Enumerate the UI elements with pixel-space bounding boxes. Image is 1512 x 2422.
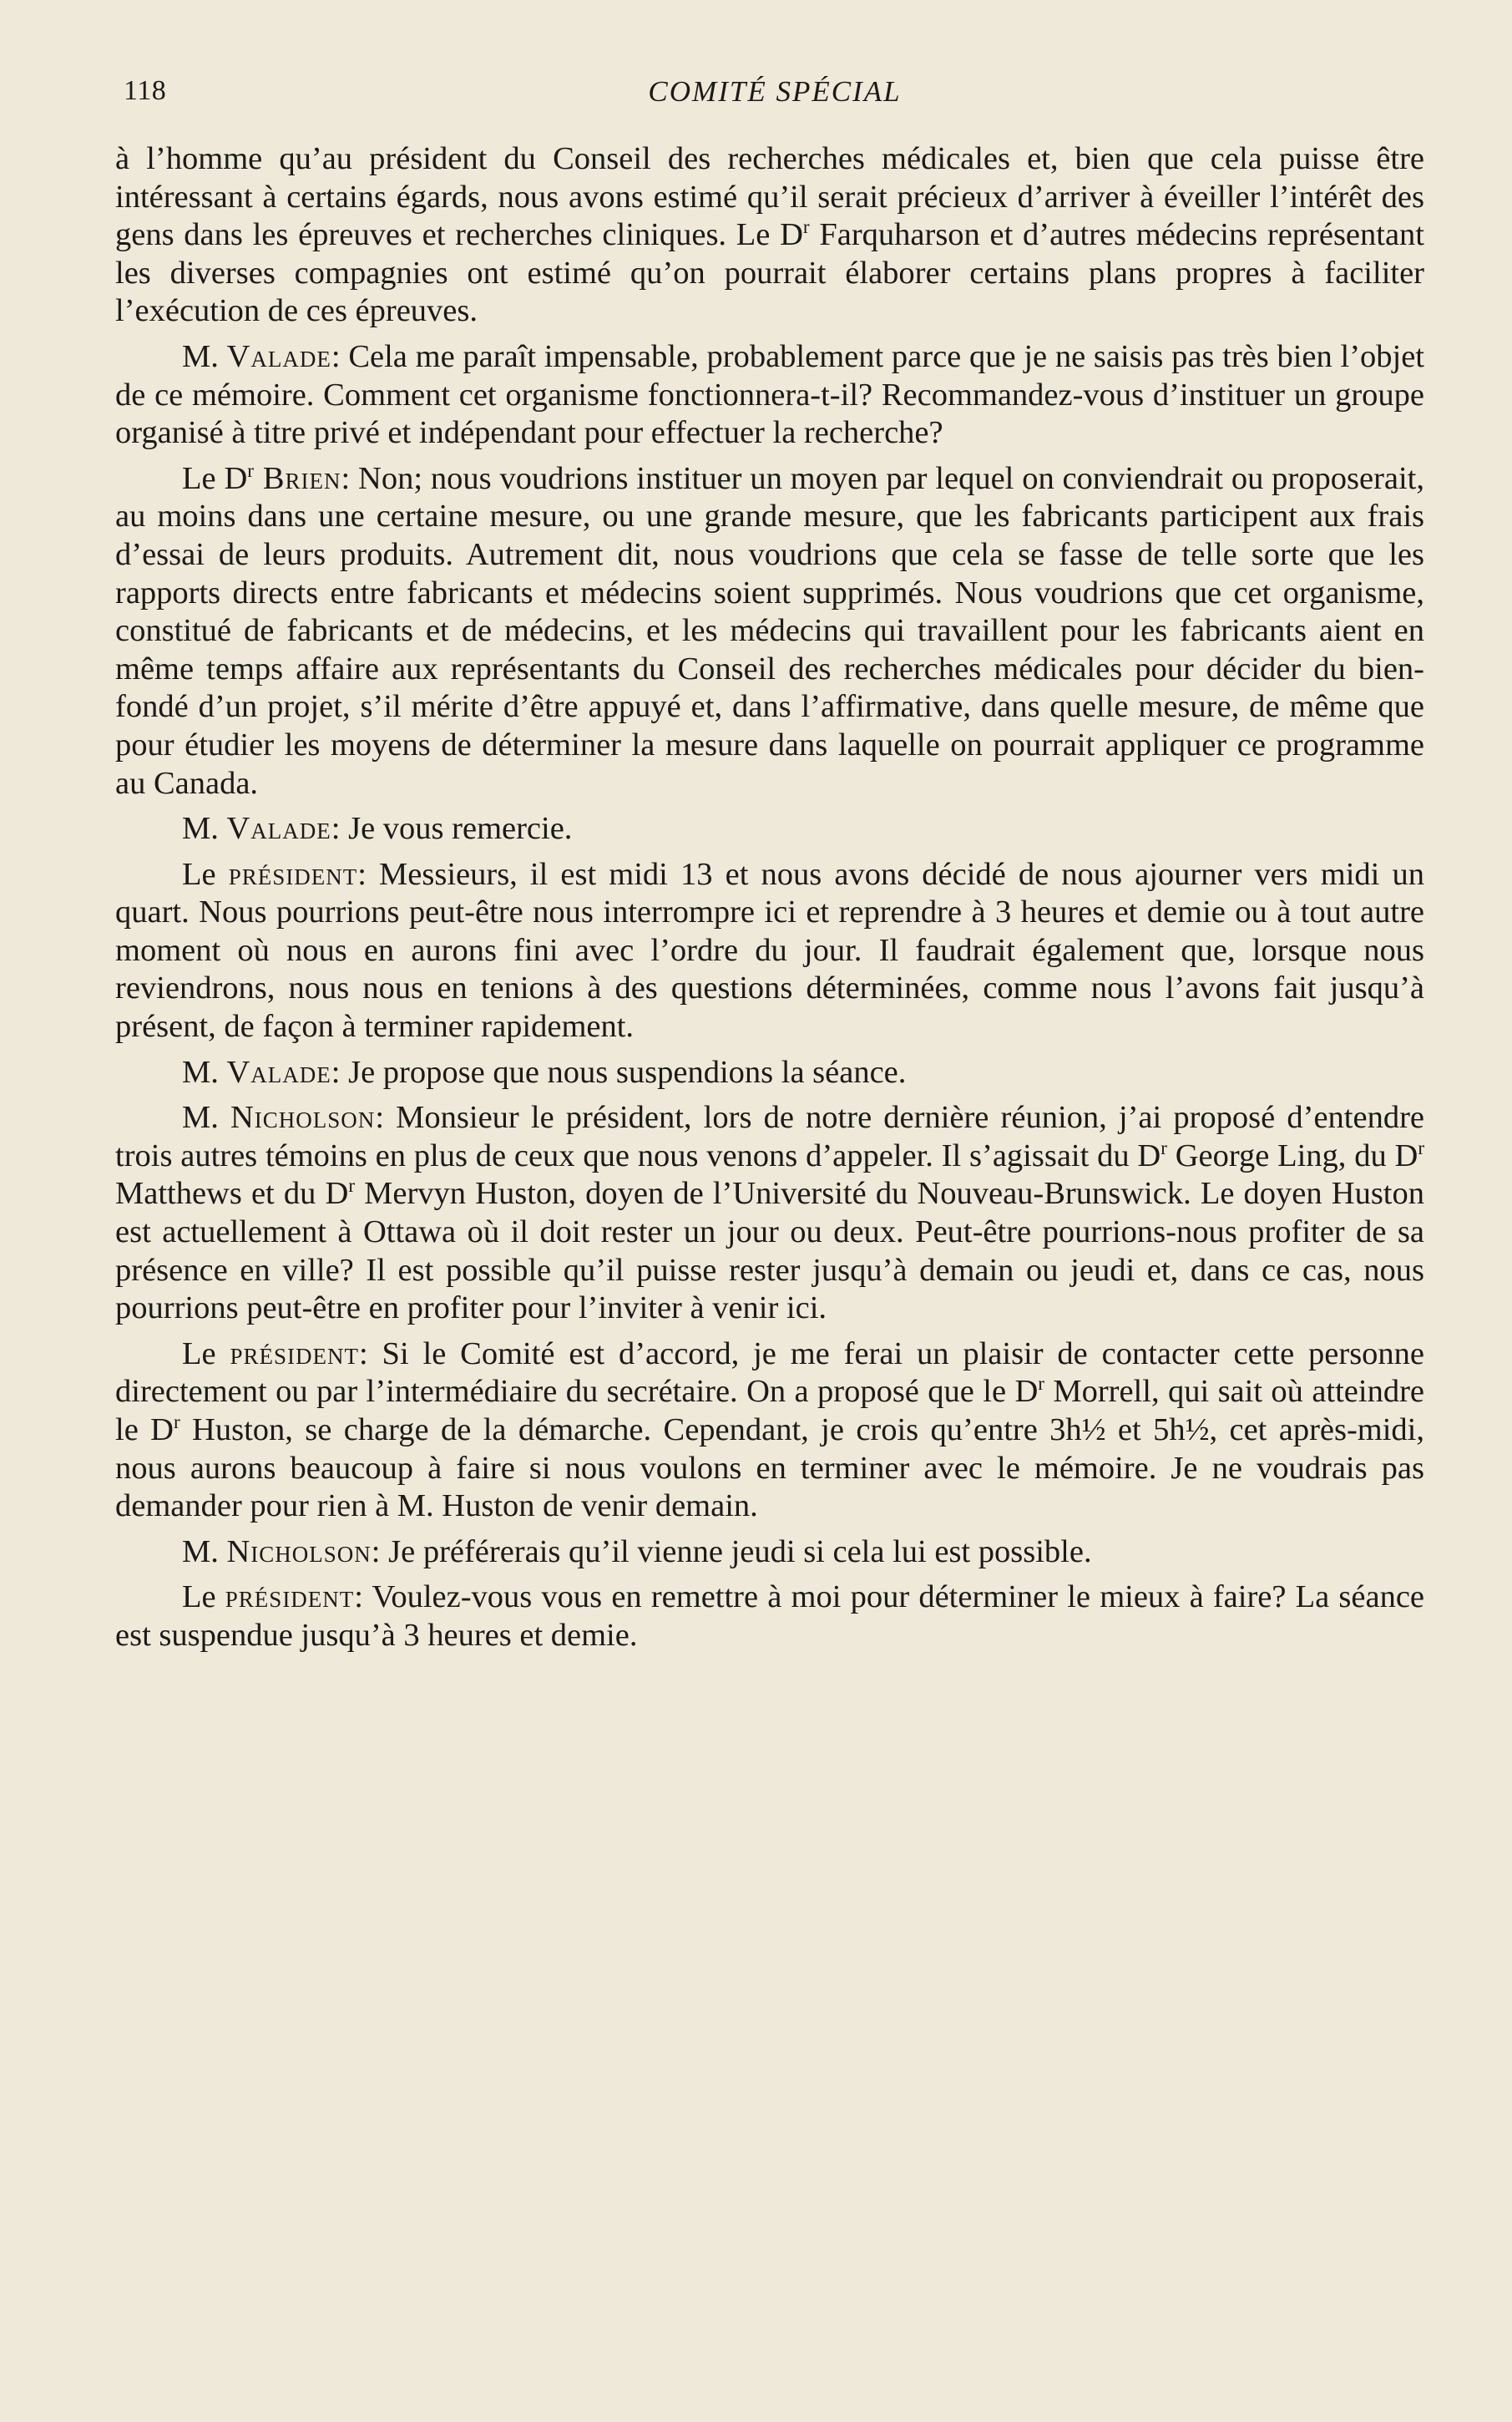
speaker-name: Valade xyxy=(226,338,331,374)
paragraph-6: M. Valade: Je propose que nous suspendions la séance. xyxy=(182,1054,907,1090)
page-header xyxy=(124,75,1426,117)
running-title: COMITÉ SPÉCIAL xyxy=(648,75,902,108)
speaker-name: Nicholson xyxy=(230,1100,376,1136)
paragraph-1: à l’homme qu’au président du Conseil des recherches médicales et, bien que cela puisse être intéressant à certains égards, nous avons estimé qu’il serait précieux d’arriver à éveiller l’intérêt des gens dans les épreuves et recherches cliniques. Le $D^r$ Farquharson et d’autres médecins représentant les diverses compagnies ont estimé qu’on pourrait élaborer certains plans propres à faciliter l’exécution de ces épreuves. xyxy=(115,141,1425,329)
paragraph-10: Le président: Voulez-vous vous en remettre à moi pour déterminer le mieux à faire? La séance est suspendue jusqu’à 3 heures et demie. xyxy=(115,1579,1424,1653)
body-text xyxy=(115,140,1424,1663)
speaker-name: Nicholson xyxy=(226,1533,372,1569)
page-number: 118 xyxy=(124,75,167,106)
paragraph-8: Le président: Si le Comité est d’accord, je me ferai un plaisir de contacter cette personne directement ou par l’intermédiaire du secrétaire. On a proposé que le $D^r$ Morrell, qui sait où atteindre le $D^r$ Huston, se charge de la démarche. Cependant, je crois qu’entre 3h½ et 5h½, cet après-midi, nous aurons beaucoup à faire si nous voulons en terminer avec le mémoire. Je ne voudrais pas demander pour rien à M. Huston de venir demain. xyxy=(115,1335,1425,1524)
paragraph-9: M. Nicholson: Je préférerais qu’il vienne jeudi si cela lui est possible. xyxy=(182,1533,1092,1569)
paragraph-2: M. Valade: Cela me paraît impensable, probablement parce que je ne saisis pas très bien l’objet de ce mémoire. Comment cet organisme fonctionnera-t-il? Recommandez-vous d’instituer un groupe organisé à titre privé et indépendant pour effectuer la recherche? xyxy=(115,338,1425,451)
speaker-name: Valade xyxy=(226,1054,331,1090)
speaker-name: président xyxy=(228,856,358,892)
speaker-name: président xyxy=(225,1579,355,1615)
paragraph-7: M. Nicholson: Monsieur le président, lors de notre dernière réunion, j’ai proposé d’entendre trois autres témoins en plus de ceux que nous venons d’appeler. Il s’agissait du $D^r$ George Ling, du $D^r$ Matthews et du $D^r$ Mervyn Huston, doyen de l’Université du Nouveau-Brunswick. Le doyen Huston est actuellement à Ottawa où il doit rester un jour ou deux. Peut-être pourrions-nous profiter de sa présence en ville? Il est possible qu’il puisse rester jusqu’à demain ou jeudi et, dans ce cas, nous pourrions peut-être en profiter pour l’inviter à venir ici. xyxy=(115,1100,1425,1326)
speaker-name: président xyxy=(230,1335,359,1371)
paragraph-5: Le président: Messieurs, il est midi 13 et nous avons décidé de nous ajourner vers midi un quart. Nous pourrions peut-être nous interrompre ici et reprendre à 3 heures et demie ou à tout autre moment où nous en aurons fini avec l’ordre du jour. Il faudrait également que, lorsque nous reviendrons, nous nous en tenions à des questions déterminées, comme nous l’avons fait jusqu’à présent, de façon à terminer rapidement. xyxy=(115,856,1424,1045)
paragraph-3: Le $D^r$ Brien: Non; nous voudrions instituer un moyen par lequel on conviendrait ou proposerait, au moins dans une certaine mesure, ou une grande mesure, que les fabricants participent aux frais d’essai de leurs produits. Autrement dit, nous voudrions que cela se fasse de telle sorte que les rapports directs entre fabricants et médecins soient supprimés. Nous voudrions que cet organisme, constitué de fabricants et de médecins, et les médecins qui travaillent pour les fabricants aient en même temps affaire aux représentants du Conseil des recherches médicales pour décider du bien-fondé d’un projet, s’il mérite d’être appuyé et, dans l’affirmative, dans quelle mesure, de même que pour étudier les moyens de déterminer la mesure dans laquelle on pourrait appliquer ce programme au Canada. xyxy=(115,459,1424,801)
speaker-name: Brien xyxy=(253,460,341,496)
paragraph-4: M. Valade: Je vous remercie. xyxy=(182,811,573,847)
speaker-name: Valade xyxy=(226,811,331,847)
